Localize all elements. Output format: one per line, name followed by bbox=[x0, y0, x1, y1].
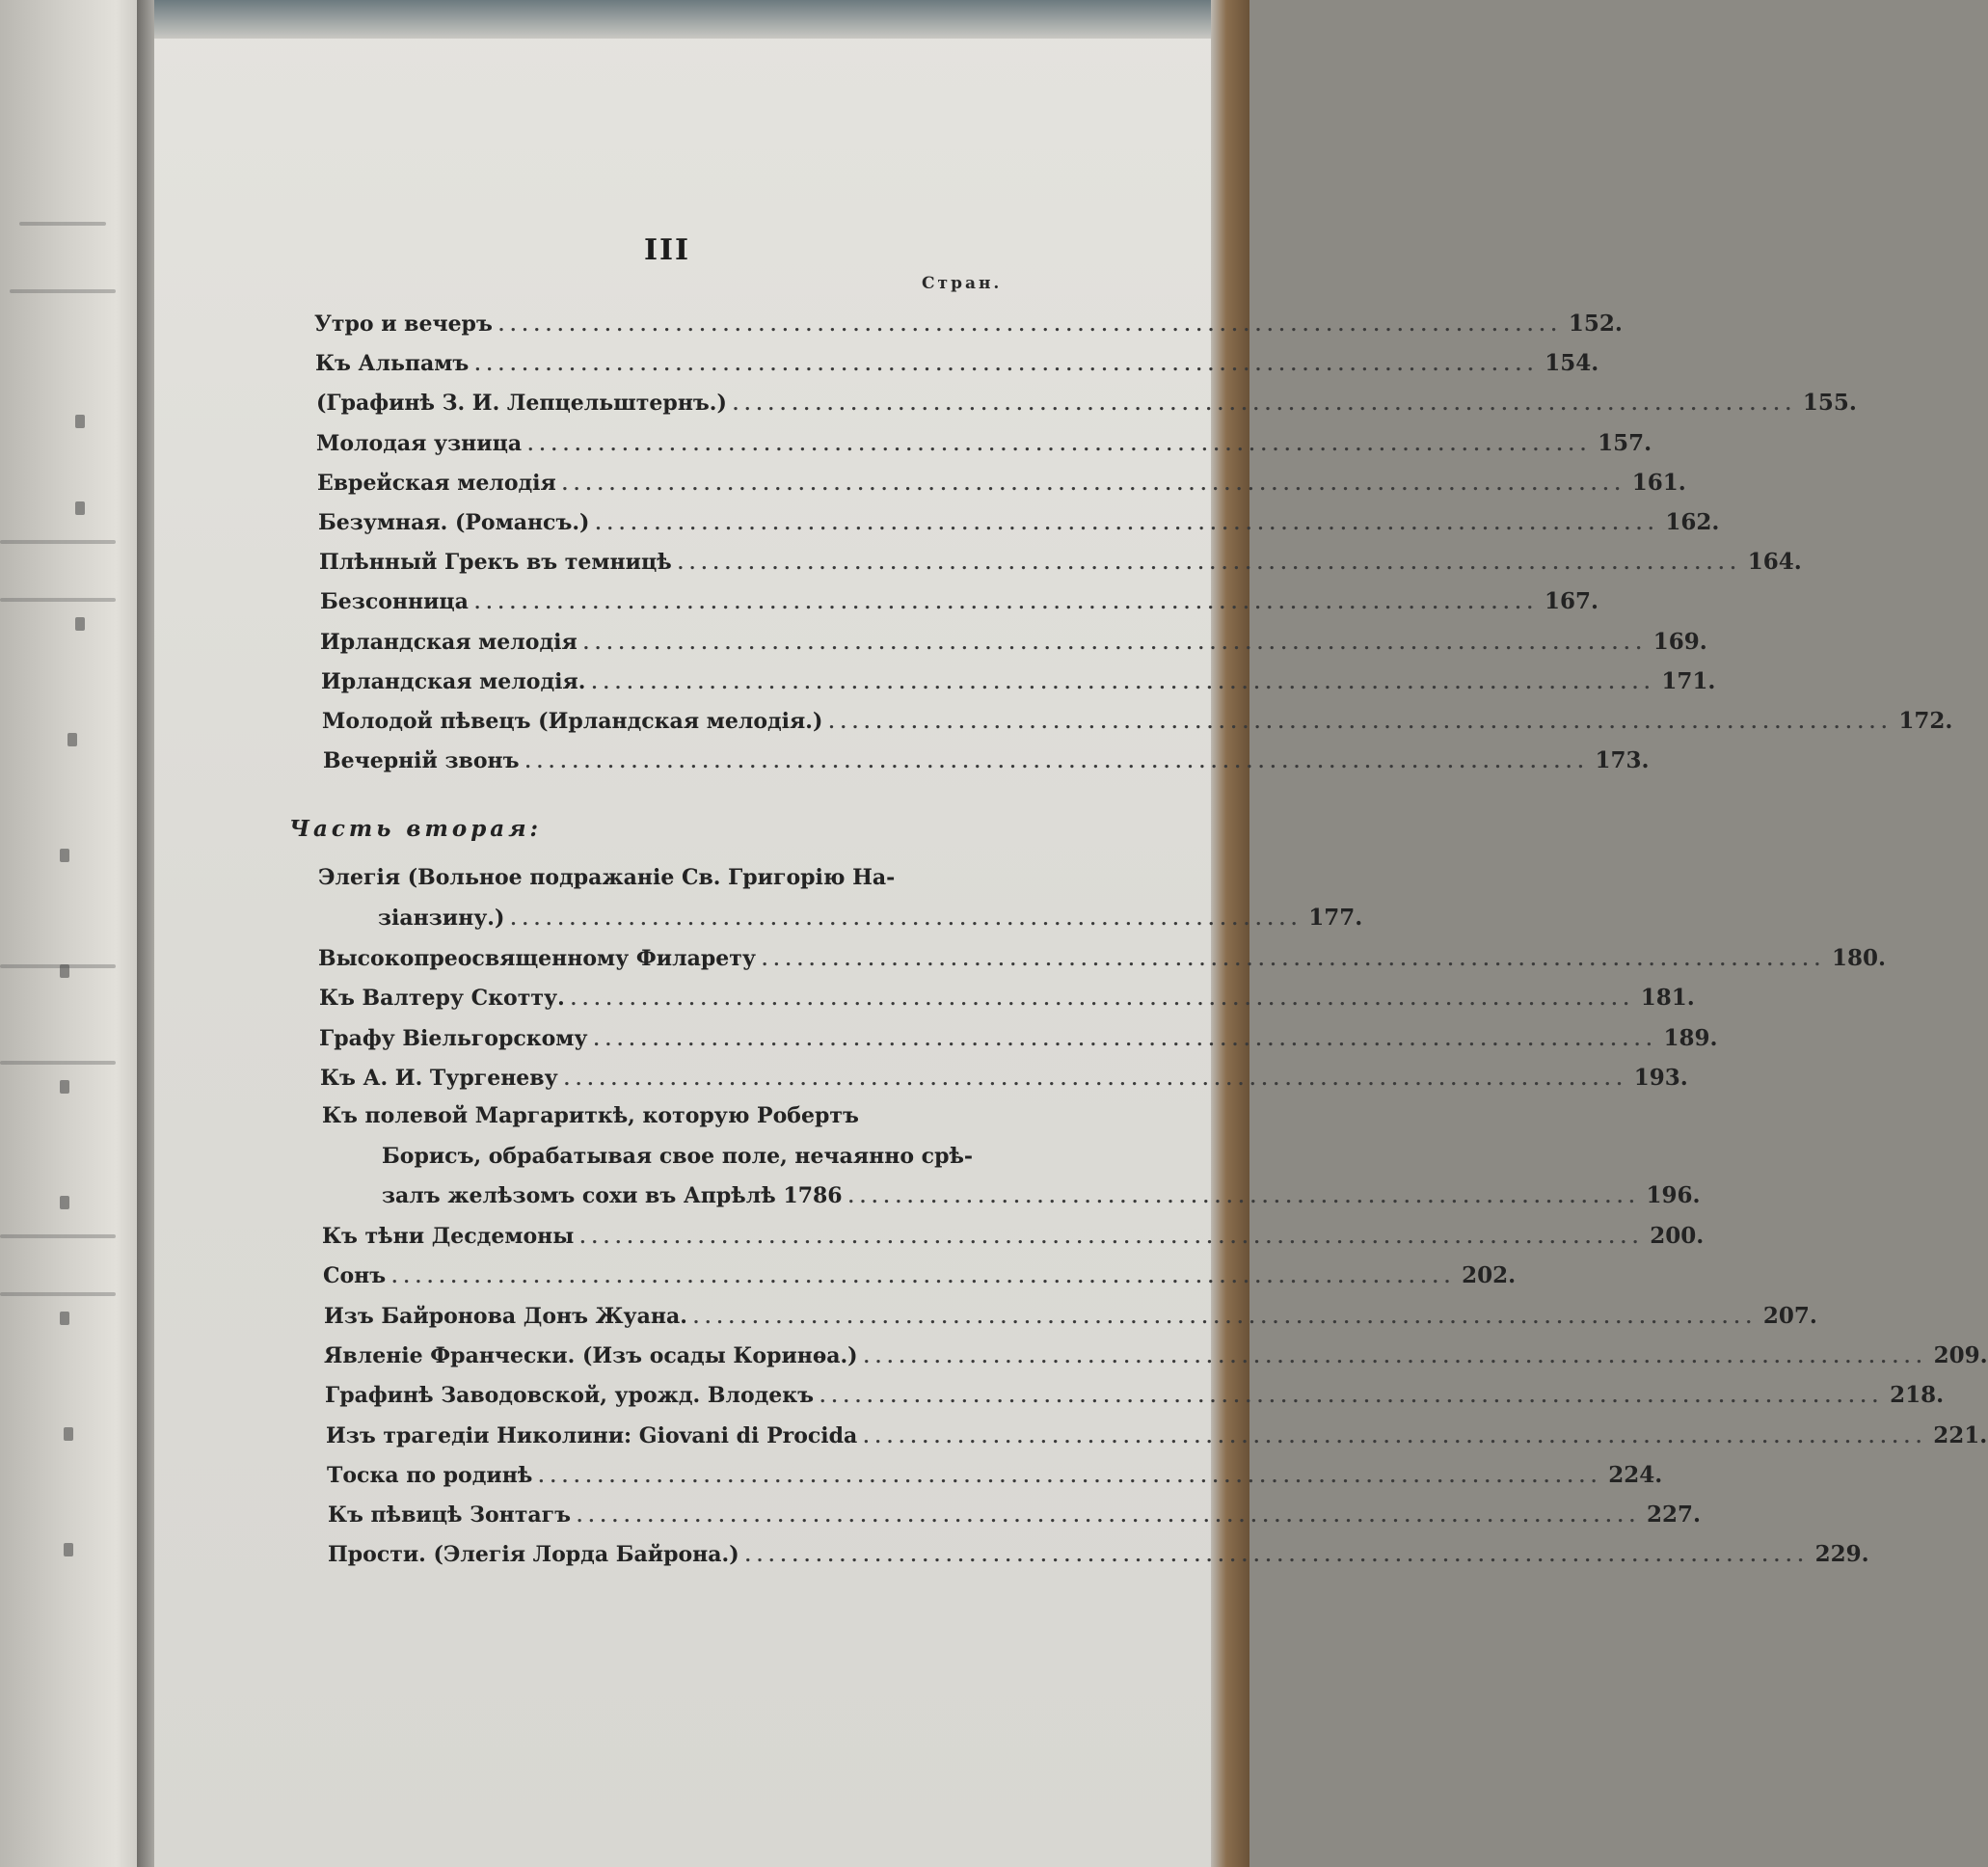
toc-entry-title: Безумная. (Романсъ.) bbox=[318, 510, 590, 535]
dot-leader: .......................................................................................... bbox=[595, 514, 1660, 534]
page-column-label: Стран. bbox=[922, 274, 1003, 293]
toc-entry-title: Къ Альпамъ bbox=[315, 351, 470, 377]
dot-leader: .......................................................................................... bbox=[391, 1267, 1457, 1288]
dot-leader: .......................................................................................... bbox=[561, 474, 1626, 495]
toc-entry-title: (Графинѣ З. И. Лепцельштернъ.) bbox=[316, 391, 727, 417]
toc-entry bbox=[324, 1302, 1817, 1329]
dot-leader: .......................................................................................... bbox=[577, 1506, 1641, 1528]
dot-leader: .......................................................................................... bbox=[591, 672, 1656, 693]
toc-entry-title: зіанзину.) bbox=[378, 906, 505, 931]
toc-entry-title: Тоска по родинѣ bbox=[327, 1462, 533, 1488]
toc-entry bbox=[318, 945, 1886, 971]
toc-entry bbox=[322, 708, 1953, 734]
toc-entry bbox=[328, 1541, 1869, 1568]
toc-entry-title: Молодой пѣвецъ (Ирландская мелодія.) bbox=[322, 709, 823, 734]
dot-leader: .......................................................................................... bbox=[538, 1466, 1603, 1487]
toc-entry-title: Изъ Байронова Донъ Жуана. bbox=[324, 1303, 687, 1329]
toc-entry bbox=[319, 985, 1695, 1012]
toc-entry bbox=[314, 311, 1623, 337]
toc-entry-page: 169. bbox=[1652, 628, 1707, 655]
toc-entry-page: 171. bbox=[1661, 667, 1716, 694]
dot-leader: .......................................................................................... bbox=[863, 1426, 1928, 1448]
toc-entry-title: Ирландская мелодія bbox=[320, 629, 578, 655]
toc-entry-page: 162. bbox=[1665, 509, 1720, 535]
toc-entry-title: Утро и вечеръ bbox=[314, 311, 493, 337]
toc-entry bbox=[325, 1382, 1945, 1409]
toc-entry-title: Къ А. И. Тургеневу bbox=[320, 1065, 558, 1091]
toc-entry bbox=[315, 350, 1599, 377]
dot-leader: .......................................................................................... bbox=[761, 950, 1826, 970]
toc-entry-title: Безсонница bbox=[320, 589, 469, 615]
toc-entry-page: 207. bbox=[1762, 1302, 1817, 1329]
toc-entry-page: 173. bbox=[1595, 747, 1650, 774]
dot-leader: .......................................................................................... bbox=[593, 1029, 1658, 1050]
dot-leader: .......................................................................................... bbox=[579, 1228, 1645, 1248]
dot-leader: .......................................................................................... bbox=[473, 593, 1539, 614]
toc-entry-title: Прости. (Элегія Лорда Байрона.) bbox=[328, 1542, 739, 1568]
toc-entry-page: 209. bbox=[1933, 1341, 1988, 1368]
toc-entry-title: Явленіе Франчески. (Изъ осады Коринѳа.) bbox=[324, 1342, 858, 1368]
dot-leader: .......................................................................................... bbox=[863, 1346, 1928, 1367]
toc-entry-title: Графинѣ Заводовской, урожд. Влодекъ bbox=[325, 1383, 815, 1409]
toc-entry-page: 155. bbox=[1802, 390, 1857, 417]
toc-entry bbox=[323, 747, 1650, 774]
toc-entry-page: 181. bbox=[1640, 985, 1695, 1012]
toc-entry-page: 189. bbox=[1663, 1024, 1718, 1051]
toc-entry bbox=[324, 1341, 1988, 1368]
toc-entry-page: 152. bbox=[1568, 311, 1623, 337]
toc-entry-page: 200. bbox=[1650, 1223, 1705, 1249]
toc-entry bbox=[382, 1182, 1701, 1208]
toc-entry-page: 164. bbox=[1747, 549, 1802, 576]
toc-entry-page: 172. bbox=[1898, 708, 1953, 734]
toc-entry-title: Ирландская мелодія. bbox=[321, 668, 586, 694]
toc-entry bbox=[320, 628, 1707, 655]
toc-entry bbox=[328, 1502, 1702, 1529]
dot-leader: .......................................................................................... bbox=[744, 1546, 1810, 1567]
dot-leader: ................................................................... bbox=[510, 909, 1303, 930]
toc-entry bbox=[323, 1262, 1517, 1289]
toc-entry-page: 177. bbox=[1308, 905, 1363, 931]
toc-entry-title: Къ тѣни Десдемоны bbox=[322, 1224, 575, 1249]
toc-entry bbox=[316, 390, 1857, 417]
dot-leader: .......................................................................................... bbox=[570, 989, 1635, 1011]
dot-leader: .......................................................................................... bbox=[677, 554, 1742, 575]
toc-entry-page: 229. bbox=[1814, 1541, 1869, 1568]
dot-leader: .......................................................................................... bbox=[563, 1069, 1628, 1090]
dot-leader: .......................................................................................... bbox=[527, 434, 1593, 455]
toc-entry-title: Изъ трагедіи Николини: Giovani di Procida bbox=[326, 1422, 858, 1448]
page-number: III bbox=[643, 233, 691, 267]
dot-leader: .......................................................................................... bbox=[692, 1307, 1758, 1328]
toc-entry-page: 196. bbox=[1646, 1182, 1701, 1208]
toc-entry-page: 157. bbox=[1598, 429, 1652, 456]
toc-entry-title: Молодая узница bbox=[316, 430, 523, 456]
toc-entry-page: 167. bbox=[1544, 588, 1598, 615]
toc-entry bbox=[317, 469, 1686, 496]
toc-entry-title: залъ желѣзомъ сохи въ Апрѣлѣ 1786 bbox=[382, 1183, 843, 1208]
toc-entry-line: Борисъ, обрабатывая свое поле, нечаянно срѣ- bbox=[382, 1144, 974, 1169]
toc-entry-page: 202. bbox=[1462, 1262, 1517, 1289]
toc-entry bbox=[320, 588, 1598, 615]
toc-entry-title: Графу Віельгорскому bbox=[319, 1025, 588, 1051]
toc-entry bbox=[378, 905, 1363, 931]
toc-entry bbox=[326, 1421, 1988, 1448]
toc-entry-line: Къ полевой Маргариткѣ, которую Робертъ bbox=[322, 1103, 859, 1128]
toc-entry-title: Сонъ bbox=[323, 1263, 387, 1289]
toc-entry-page: 224. bbox=[1608, 1461, 1663, 1488]
dot-leader: .......................................................................................... bbox=[474, 355, 1540, 376]
toc-entry-page: 161. bbox=[1631, 469, 1686, 496]
dot-leader: .......................................................................................... bbox=[497, 315, 1563, 336]
toc-entry bbox=[322, 1223, 1705, 1249]
toc-entry bbox=[321, 667, 1716, 694]
dot-leader: .......................................................................................... bbox=[524, 752, 1590, 773]
toc-entry-page: 154. bbox=[1545, 350, 1599, 377]
toc-entry bbox=[319, 1024, 1718, 1051]
dot-leader: .......................................................................................... bbox=[828, 713, 1894, 733]
toc-entry-title: Вечерній звонъ bbox=[323, 748, 520, 774]
toc-entry-page: 221. bbox=[1933, 1421, 1988, 1448]
toc-entry-title: Къ пѣвицѣ Зонтагъ bbox=[328, 1502, 571, 1529]
toc-entry-page: 218. bbox=[1890, 1382, 1945, 1409]
toc-entry bbox=[320, 1064, 1688, 1091]
toc-entry-page: 227. bbox=[1647, 1502, 1702, 1529]
toc-entry-title: Къ Валтеру Скотту. bbox=[319, 986, 565, 1012]
toc-entry-page: 193. bbox=[1633, 1064, 1688, 1091]
toc-entry bbox=[318, 509, 1720, 535]
dot-leader: .......................................................................................... bbox=[819, 1387, 1885, 1408]
dot-leader: ................................................................... bbox=[847, 1187, 1641, 1207]
toc-entry-title: Высокопреосвященному Филарету bbox=[318, 946, 756, 971]
toc-entry-line: Элегія (Вольное подражаніе Св. Григорію На- bbox=[318, 865, 896, 890]
toc-entry bbox=[316, 429, 1652, 456]
dot-leader: .......................................................................................... bbox=[582, 633, 1648, 654]
toc-entry-title: Еврейская мелодія bbox=[317, 470, 556, 496]
toc-entry bbox=[319, 549, 1802, 576]
toc-entry-page: 180. bbox=[1831, 945, 1886, 971]
toc-entry-title: Плѣнный Грекъ въ темницѣ bbox=[319, 550, 672, 576]
section-heading: Часть вторая: bbox=[289, 816, 542, 842]
toc-entry bbox=[327, 1461, 1663, 1488]
dot-leader: .......................................................................................... bbox=[732, 394, 1797, 416]
